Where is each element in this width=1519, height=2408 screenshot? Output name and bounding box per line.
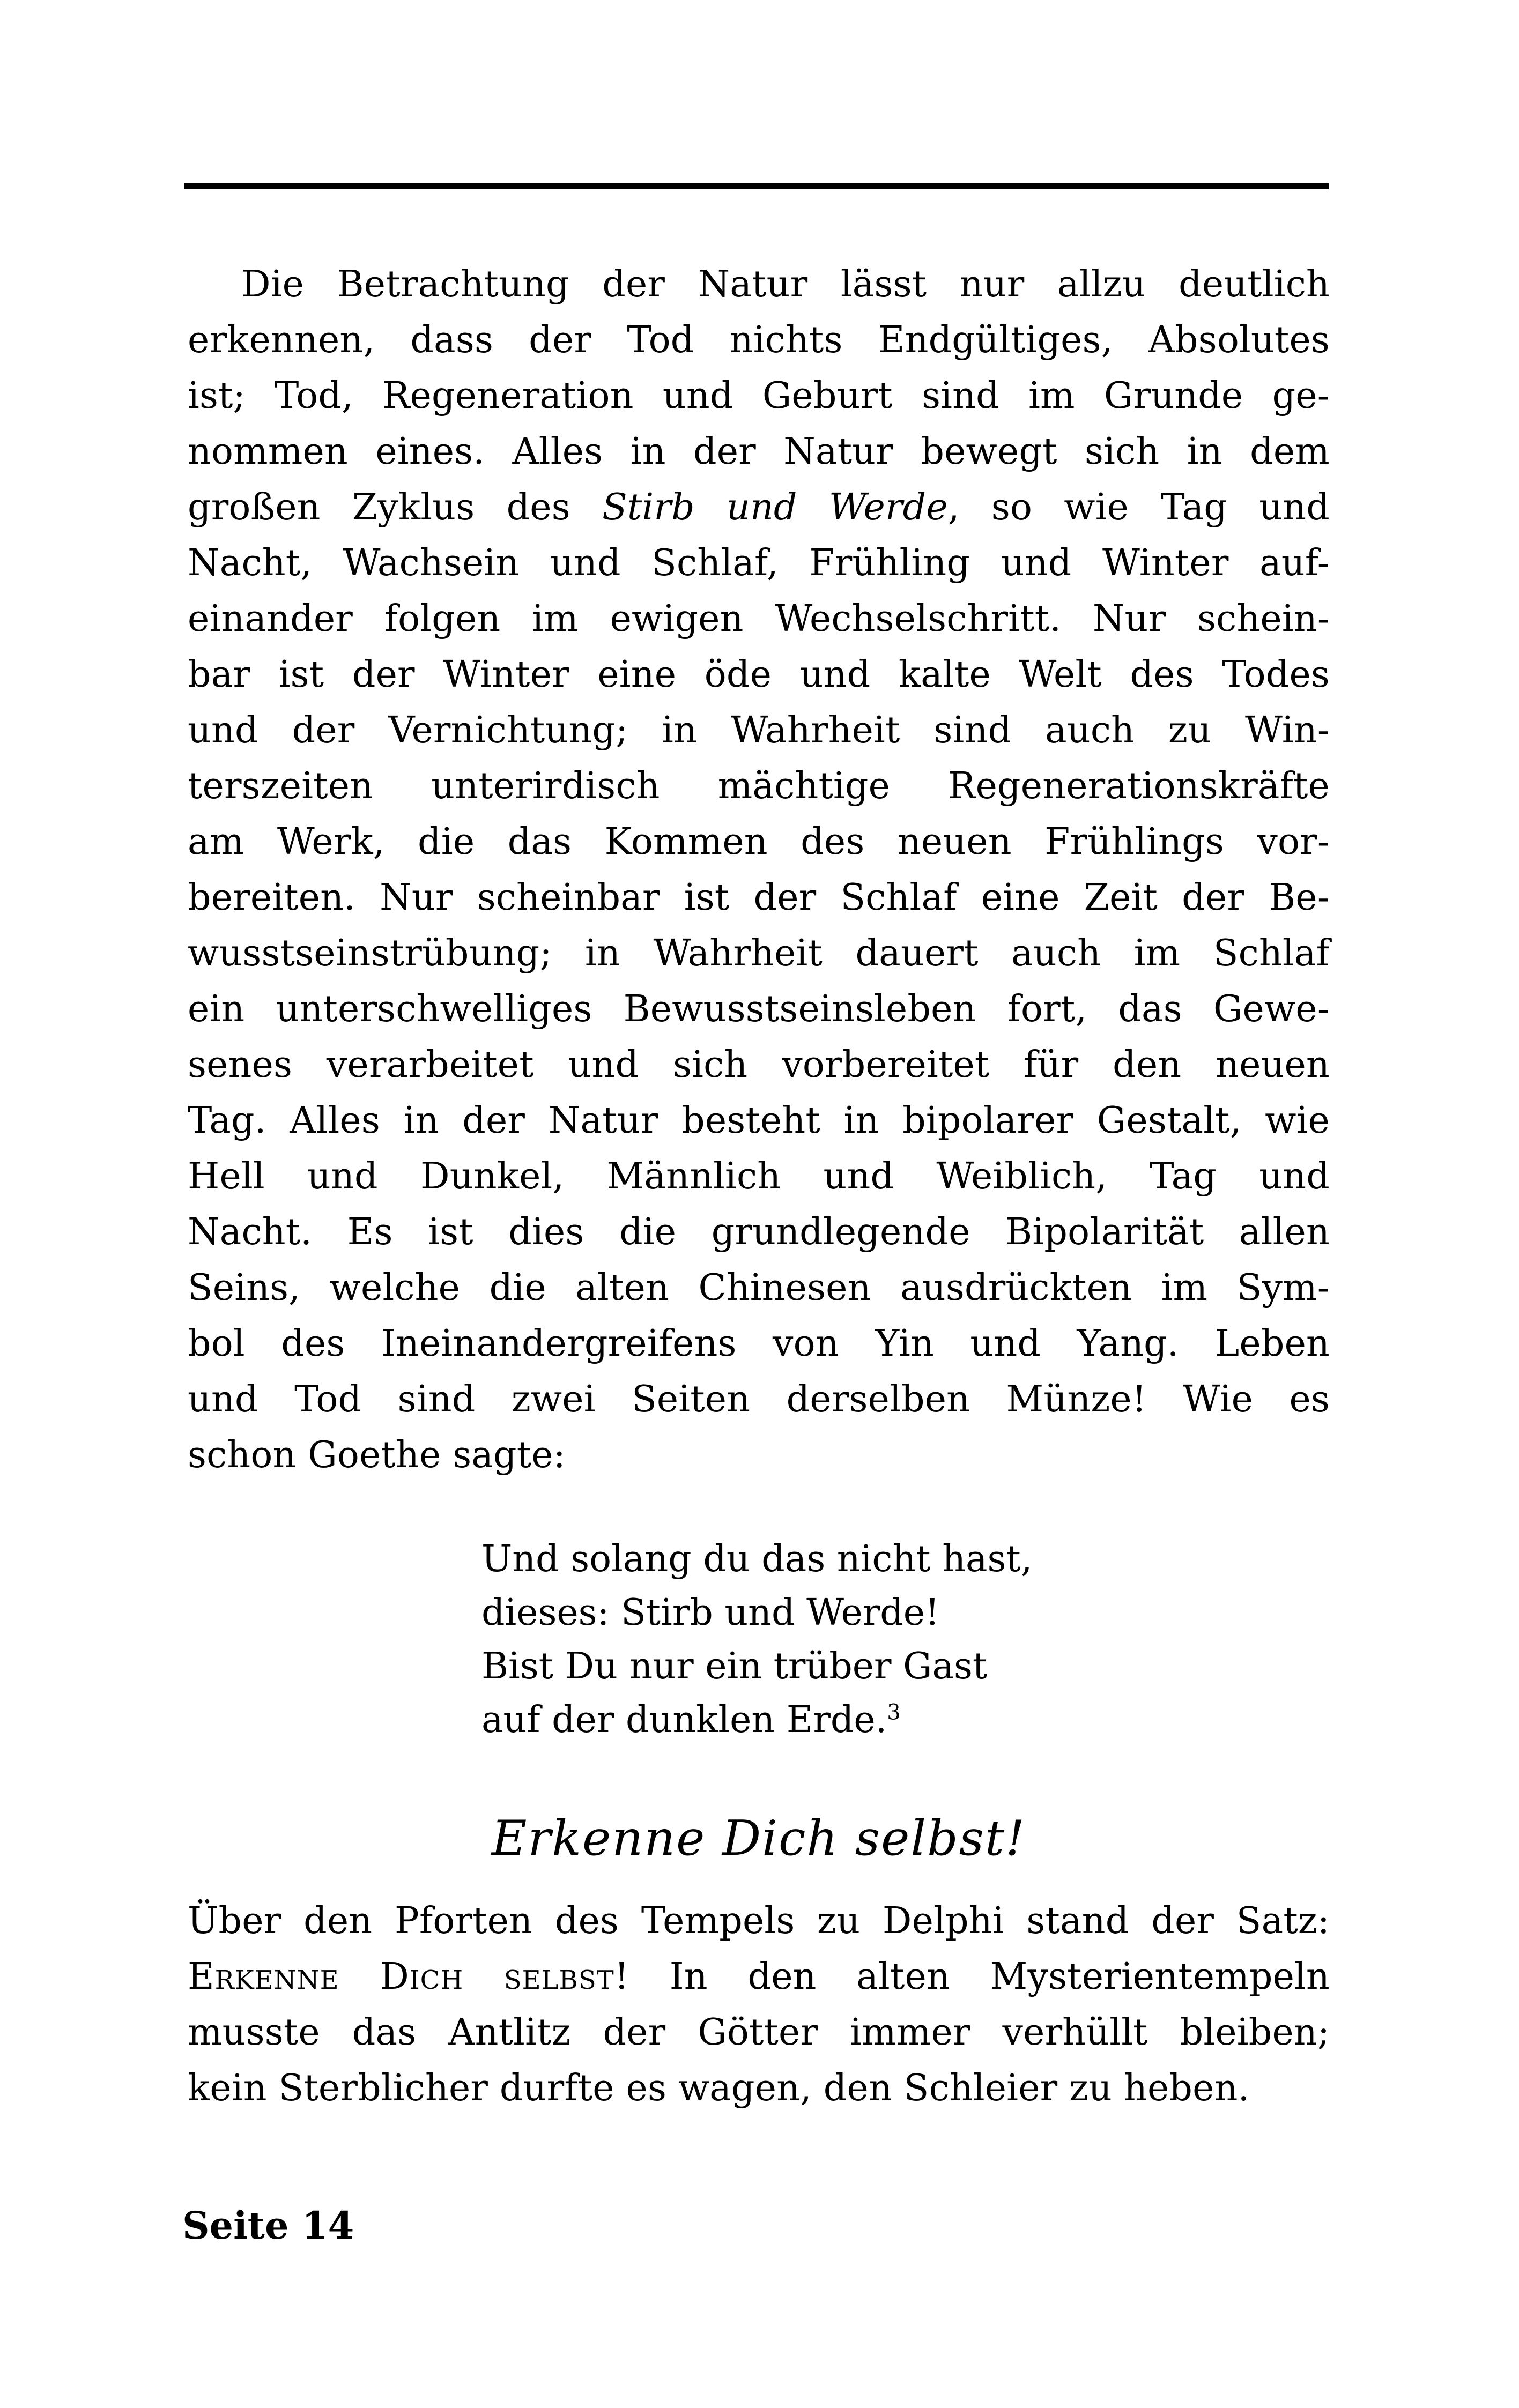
text-run: In den alten Mysterientempeln xyxy=(629,1956,1330,1998)
page-number: Seite 14 xyxy=(182,2203,354,2248)
text-line: terszeiten unterirdisch mächtige Regenerationskräfte xyxy=(188,765,1330,807)
paragraph-2 xyxy=(188,1893,1330,2116)
text-line: Seins, welche die alten Chinesen ausdrückten im Sym- xyxy=(188,1267,1330,1309)
text-line: wusstseinstrübung; in Wahrheit dauert auch im Schlaf xyxy=(188,932,1330,975)
verse-line: Und solang du das nicht hast, xyxy=(481,1538,1033,1580)
text-line: nommen eines. Alles in der Natur bewegt sich in dem xyxy=(188,430,1330,473)
text-line: kein Sterblicher durfte es wagen, den Schleier zu heben. xyxy=(188,2067,1250,2109)
text-line: Über den Pforten des Tempels zu Delphi stand der Satz: xyxy=(188,1900,1330,1942)
text-line: bar ist der Winter eine öde und kalte Welt des Todes xyxy=(188,653,1330,696)
text-line: ein unterschwelliges Bewusstseinsleben fort, das Gewe- xyxy=(188,988,1330,1030)
text-line xyxy=(188,1949,1330,2005)
text-line: am Werk, die das Kommen des neuen Frühlings vor- xyxy=(188,821,1330,863)
smallcaps-phrase: Erkenne Dich selbst! xyxy=(188,1956,630,1998)
text-line: schon Goethe sagte: xyxy=(188,1434,566,1476)
text-line: Die Betrachtung der Natur lässt nur allzu deutlich xyxy=(241,263,1330,306)
text-line: Nacht, Wachsein und Schlaf, Frühling und Winter auf- xyxy=(188,542,1330,584)
text-line: erkennen, dass der Tod nichts Endgültiges, Absolutes xyxy=(188,319,1330,361)
verse-line: dieses: Stirb und Werde! xyxy=(481,1592,940,1634)
goethe-verse-quote xyxy=(481,1533,1032,1747)
section-heading: Erkenne Dich selbst! xyxy=(491,1810,1026,1867)
text-run: auf der dunklen Erde. xyxy=(481,1699,887,1741)
text-run: , so wie Tag und xyxy=(947,486,1330,529)
text-line: bol des Ineinandergreifens von Yin und Yang. Leben xyxy=(188,1322,1330,1365)
text-line: ist; Tod, Regeneration und Geburt sind im Grunde ge- xyxy=(188,375,1330,417)
text-line: einander folgen im ewigen Wechselschritt. Nur schein- xyxy=(188,598,1330,640)
footnote-reference: 3 xyxy=(887,1700,901,1725)
text-line: und der Vernichtung; in Wahrheit sind auch zu Win- xyxy=(188,709,1330,752)
text-line xyxy=(188,480,1330,536)
italic-phrase: Stirb und Werde xyxy=(602,486,948,529)
text-line: senes verarbeitet und sich vorbereitet für den neuen xyxy=(188,1044,1330,1086)
paragraph-1 xyxy=(188,257,1330,1483)
text-line: Tag. Alles in der Natur besteht in bipolarer Gestalt, wie xyxy=(188,1099,1330,1142)
text-run: großen Zyklus des xyxy=(188,486,603,529)
verse-line: Bist Du nur ein trüber Gast xyxy=(481,1645,988,1688)
text-line: Hell und Dunkel, Männlich und Weiblich, Tag und xyxy=(188,1155,1330,1198)
text-line: musste das Antlitz der Götter immer verhüllt bleiben; xyxy=(188,2011,1330,2054)
text-line: bereiten. Nur scheinbar ist der Schlaf eine Zeit der Be- xyxy=(188,876,1330,919)
section-divider-rule xyxy=(184,183,1329,189)
text-line: Nacht. Es ist dies die grundlegende Bipolarität allen xyxy=(188,1211,1330,1253)
text-line: und Tod sind zwei Seiten derselben Münze! Wie es xyxy=(188,1378,1330,1421)
verse-line xyxy=(481,1693,1032,1747)
